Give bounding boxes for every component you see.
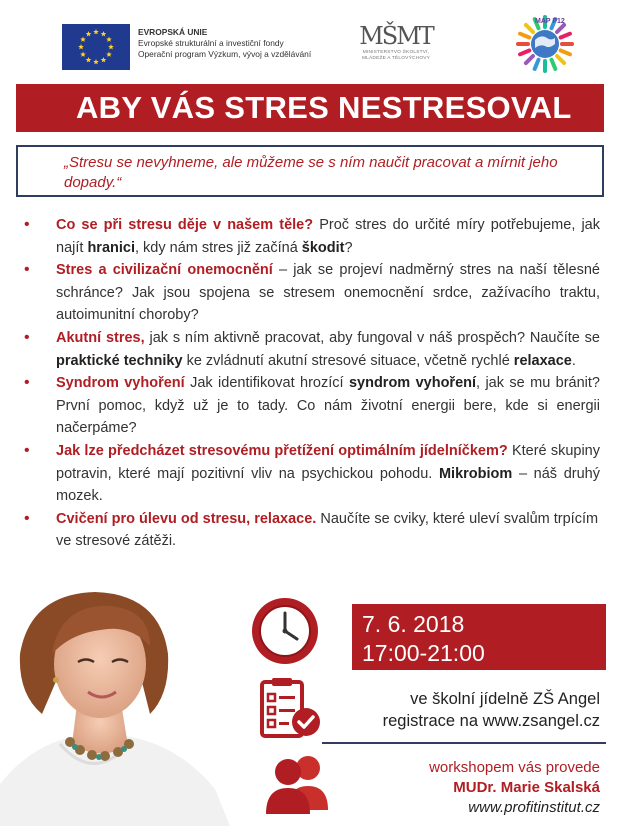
topic-text: ke zvládnutí akutní stresové situace, včetně rychlé (182, 352, 514, 369)
topic-text: syndrom vyhoření (348, 375, 477, 392)
topic-text: , jak se mu bránit? První pomoc, když už je to tady. Co nám životní energii bere, kde si energii načerpáme? (56, 375, 600, 437)
people-icon (262, 752, 334, 814)
quote-box (16, 145, 604, 197)
topic-heading: Jak lze předcházet stresovému přetížení optimálním jídelníčkem? (56, 442, 508, 459)
topic-item (22, 372, 600, 440)
eu-star (108, 44, 114, 49)
bullet-dot: • (24, 261, 30, 279)
map-logo-ray (520, 51, 529, 55)
presenter-photo (0, 584, 246, 826)
topic-item (22, 259, 600, 327)
event-time: 17:00-21:00 (362, 640, 485, 666)
topic-text: Mikrobiom (438, 465, 513, 482)
topic-text: Jak identifikovat hrozící (184, 375, 349, 392)
presenter-website[interactable]: www.profitinstitut.cz (468, 799, 600, 816)
topic-text: – náš druhý mozek. (56, 465, 600, 505)
bullet-dot: • (24, 374, 30, 392)
divider (322, 742, 606, 744)
eu-star (80, 37, 86, 42)
registration-link[interactable]: registrace na www.zsangel.cz (382, 712, 600, 730)
eu-star (101, 31, 107, 36)
map-logo-ray (535, 60, 539, 69)
topic-heading: Akutní stres, (56, 329, 145, 346)
msmt-mark: MŠMT (359, 22, 433, 50)
eu-star (80, 52, 86, 57)
title-banner (16, 84, 604, 132)
map-logo-ray (552, 60, 556, 69)
topic-text: Které skupiny potravin, které mají pozitivní vliv na psychickou pohodu. (56, 442, 600, 482)
date-time-box (352, 604, 606, 670)
topic-text: jak s ním aktivně pracovat, aby fungoval v náš prospěch? Naučíte se (144, 329, 600, 346)
bullet-dot: • (24, 509, 30, 527)
topic-text: . (571, 352, 576, 369)
map-logo-ray (557, 56, 564, 63)
topic-item (22, 440, 600, 508)
page-title: ABY VÁS STRES NESTRESOVAL (76, 90, 572, 125)
topic-text: relaxace (513, 352, 572, 369)
topic-text: Naučíte se cviky, které uleví svalům trpícím ve stresové zátěži. (56, 510, 599, 550)
map-logo-ray (520, 34, 529, 38)
presenter-info (429, 758, 600, 818)
map-logo-ray (526, 56, 533, 63)
eu-star (93, 29, 99, 34)
presenter-intro: workshopem vás provede (429, 759, 600, 776)
eu-star (86, 57, 92, 62)
eu-line-1: EVROPSKÁ UNIE (138, 27, 208, 37)
topic-item (22, 327, 600, 372)
topic-text: – jak se projeví nadměrný stres na naší tělesné schránce? Jak jsou spojena se stresem onemocnění srdce, zažívacího traktu, autoimunitní choroby? (56, 262, 601, 324)
topic-text: hranici (87, 239, 135, 256)
topic-heading: Co se při stresu děje v našem těle? (56, 217, 314, 233)
presenter-name: MUDr. Marie Skalská (453, 779, 600, 796)
msmt-logo (352, 22, 440, 70)
map-logo-icon (513, 10, 577, 74)
bullet-dot: • (24, 328, 30, 346)
event-date: 7. 6. 2018 (362, 611, 465, 637)
topic-text: praktické techniky (56, 352, 183, 369)
topic-text: škodit (301, 239, 345, 256)
topic-list (22, 214, 600, 553)
topic-text: , kdy nám stres již začíná (134, 239, 302, 256)
eu-star (86, 31, 92, 36)
eu-line-3: Operační program Výzkum, vývoj a vzdělávání (138, 48, 312, 59)
bullet-dot: • (24, 216, 30, 233)
eu-star (78, 44, 84, 49)
topic-item (22, 508, 600, 553)
topic-heading: Syndrom vyhoření (56, 375, 185, 392)
map-logo-ray (561, 51, 570, 55)
logo-bar (0, 0, 620, 78)
topic-text: ? (344, 239, 353, 256)
msmt-caption-2: MLÁDEŽE A TĚLOVÝCHOVY (361, 56, 431, 61)
eu-line-2: Evropské strukturální a investiční fondy (138, 37, 284, 48)
event-location (383, 688, 600, 732)
topic-text: Proč stres do určité míry potřebujeme, jak najít (56, 217, 600, 256)
bullet-dot: • (24, 441, 30, 459)
eu-star (106, 52, 112, 57)
map-logo-ray (526, 25, 533, 32)
map-logo-ray (557, 25, 564, 32)
event-place: ve školní jídelně ZŠ Angel (410, 690, 600, 708)
eu-star (93, 59, 99, 64)
eu-star (101, 57, 107, 62)
registration-checklist-icon (258, 676, 322, 742)
eu-star (106, 37, 112, 42)
map-logo-ray (561, 34, 570, 38)
clock-icon (250, 596, 320, 666)
topic-item (22, 214, 600, 259)
quote-text: „Stresu se nevyhneme, ale můžeme se s ním naučit pracovat a mírnit jeho dopady.“ (64, 154, 558, 191)
eu-flag-icon (62, 24, 130, 70)
eu-funding-text (138, 27, 311, 59)
topic-heading: Cvičení pro úlevu od stresu, relaxace. (56, 510, 317, 527)
msmt-caption-1: MINISTERSTVO ŠKOLSTVÍ, (362, 50, 430, 55)
topic-heading: Stres a civilizační onemocnění (56, 262, 273, 279)
map-label: MAP P12 (535, 18, 565, 25)
